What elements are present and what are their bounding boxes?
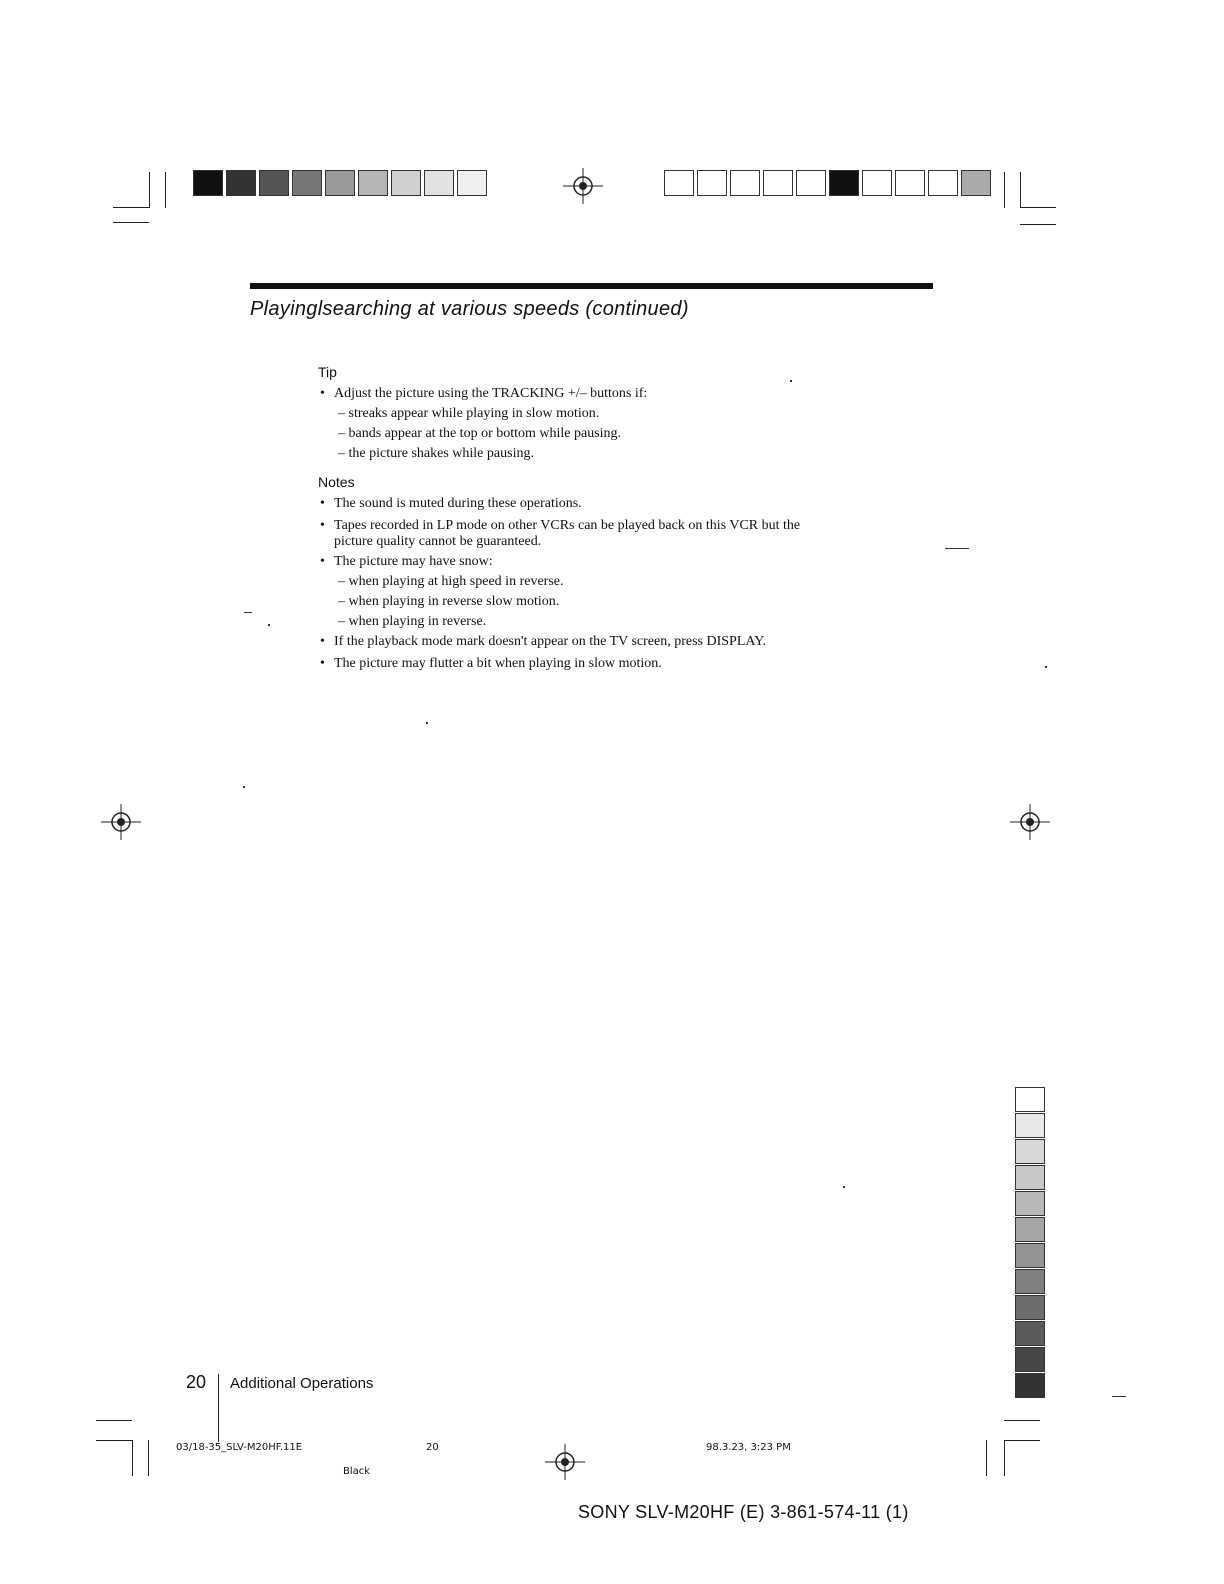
tip-block <box>318 362 938 464</box>
crop-mark-top-right-h2 <box>1020 224 1056 225</box>
registration-target-icon <box>545 1442 585 1482</box>
crop-mark-top-right-v2 <box>1020 172 1021 208</box>
color-patch <box>1015 1321 1045 1346</box>
color-patch <box>1015 1373 1045 1398</box>
note-subitem: – when playing in reverse. <box>338 614 487 629</box>
crop-mark-bottom-left-v2 <box>148 1440 149 1476</box>
registration-target-icon <box>101 802 141 842</box>
note-subitem: – when playing at high speed in reverse. <box>338 574 564 589</box>
note-item: • Tapes recorded in LP mode on other VCRs can be played back on this VCR but the <box>318 516 938 536</box>
crop-mark-bottom-right-v1 <box>986 1440 987 1476</box>
notes-block <box>318 472 938 674</box>
color-patch <box>895 170 925 196</box>
scan-speck <box>1045 666 1047 668</box>
scan-speck <box>790 380 792 382</box>
color-patch <box>928 170 958 196</box>
tip-bullet: • Adjust the picture using the TRACKING +/– buttons if: <box>318 384 938 404</box>
color-patch <box>457 170 487 196</box>
color-patch <box>697 170 727 196</box>
color-patch <box>730 170 760 196</box>
color-patch <box>358 170 388 196</box>
tip-heading: Tip <box>318 364 337 380</box>
color-patch <box>1015 1191 1045 1216</box>
registration-target-icon <box>1010 802 1050 842</box>
gray-ramp-bar-left <box>193 170 490 198</box>
model-line: SONY SLV-M20HF (E) 3-861-574-11 (1) <box>578 1502 909 1522</box>
notes-heading: Notes <box>318 474 355 490</box>
crop-mark-top-left <box>113 207 149 208</box>
color-patch <box>391 170 421 196</box>
tip-subitem: – bands appear at the top or bottom while pausing. <box>338 426 622 441</box>
color-patch <box>1015 1269 1045 1294</box>
tip-subitem: – streaks appear while playing in slow motion. <box>338 406 600 421</box>
note-item: • The picture may have snow: <box>318 552 938 572</box>
color-patch <box>829 170 859 196</box>
heading-rule <box>250 283 933 289</box>
scan-speck <box>268 624 270 626</box>
tip-subitem: – the picture shakes while pausing. <box>338 446 534 461</box>
color-patch <box>1015 1243 1045 1268</box>
scan-speck <box>244 612 252 613</box>
crop-mark-top-right <box>1020 207 1056 208</box>
color-patch <box>424 170 454 196</box>
crop-mark-bottom-left-h2 <box>96 1440 132 1441</box>
color-patch <box>292 170 322 196</box>
note-subitem: – when playing in reverse slow motion. <box>338 594 560 609</box>
section-title: Playinglsearching at various speeds (continued) <box>250 298 689 320</box>
registration-target-icon <box>563 166 603 206</box>
note-item-continuation: picture quality cannot be guaranteed. <box>334 534 542 549</box>
note-item: • The picture may flutter a bit when playing in slow motion. <box>318 654 938 674</box>
color-patch <box>226 170 256 196</box>
color-patch <box>259 170 289 196</box>
color-patch <box>796 170 826 196</box>
scan-speck <box>843 1186 845 1188</box>
color-patch <box>1015 1217 1045 1242</box>
crop-mark-top-left-v1 <box>149 172 150 208</box>
color-patch <box>1015 1113 1045 1138</box>
footer-divider <box>218 1374 219 1442</box>
gray-ramp-bar-vertical <box>1015 1087 1045 1399</box>
color-patch <box>664 170 694 196</box>
scan-speck <box>1112 1396 1126 1397</box>
color-patch <box>1015 1087 1045 1112</box>
color-patch <box>763 170 793 196</box>
slug-color: Black <box>343 1466 371 1477</box>
color-patch-bar-right <box>664 170 994 198</box>
slug-date: 98.3.23, 3:23 PM <box>706 1442 791 1453</box>
crop-mark-top-left-v2 <box>165 172 166 208</box>
crop-mark-bottom-right-h2 <box>1004 1440 1040 1441</box>
color-patch <box>325 170 355 196</box>
crop-mark-bottom-left-v1 <box>132 1440 133 1476</box>
color-patch <box>862 170 892 196</box>
crop-mark-top-left-h2 <box>113 222 149 223</box>
scan-speck <box>243 786 245 788</box>
scan-speck <box>945 548 969 549</box>
footer-section-name: Additional Operations <box>230 1375 374 1392</box>
note-item: • The sound is muted during these operations. <box>318 494 938 514</box>
slug-page: 20 <box>426 1442 439 1453</box>
scan-speck <box>426 722 428 724</box>
crop-mark-top-right-v1 <box>1004 172 1005 208</box>
color-patch <box>961 170 991 196</box>
color-patch <box>1015 1347 1045 1372</box>
crop-mark-bottom-right-v2 <box>1004 1440 1005 1476</box>
crop-mark-bottom-right <box>1004 1420 1040 1421</box>
color-patch <box>1015 1165 1045 1190</box>
crop-mark-bottom-left <box>96 1420 132 1421</box>
slug-filename: 03/18-35_SLV-M20HF.11E <box>176 1442 303 1453</box>
color-patch <box>193 170 223 196</box>
note-item: • If the playback mode mark doesn't appear on the TV screen, press DISPLAY. <box>318 632 938 652</box>
color-patch <box>1015 1139 1045 1164</box>
color-patch <box>1015 1295 1045 1320</box>
page-number: 20 <box>186 1372 207 1392</box>
